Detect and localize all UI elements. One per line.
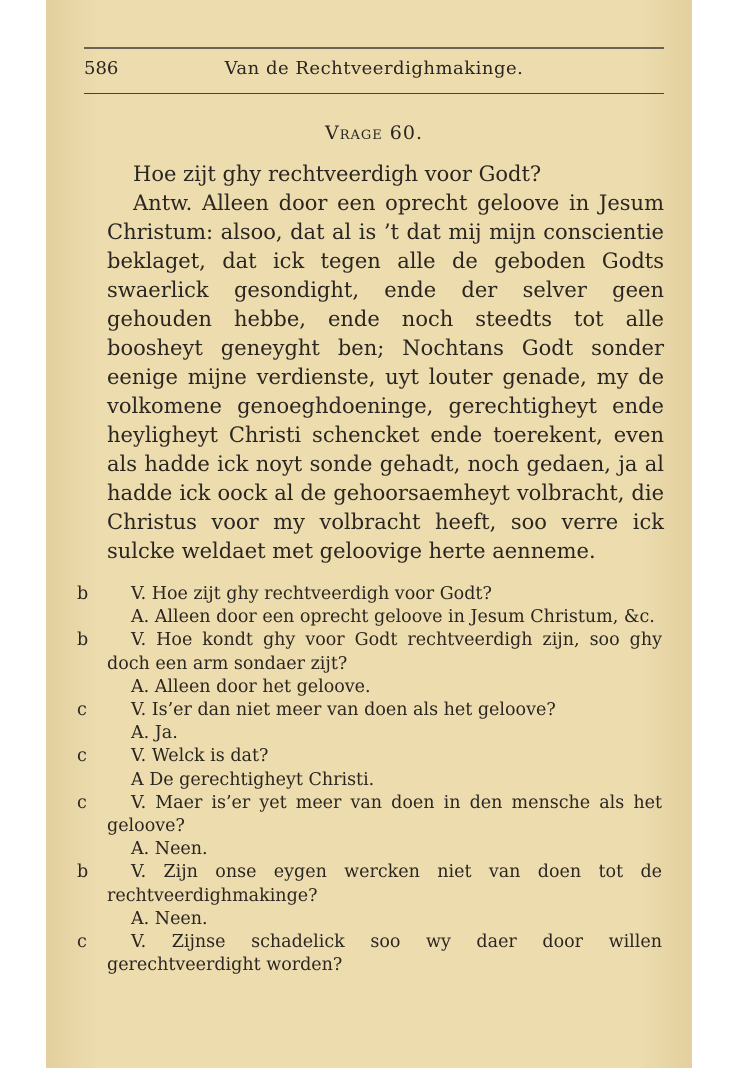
top-rule: [84, 47, 664, 49]
catechism-question: [77, 861, 662, 907]
catechism-answer: A De gerechtigheyt Christi.: [131, 769, 375, 790]
catechism-answer: A. Neen.: [131, 839, 208, 860]
question-heading: [84, 122, 664, 144]
heading-initial: V: [324, 122, 340, 144]
catechism-answer: A. Ja.: [131, 723, 178, 744]
margin-marker: c: [77, 700, 87, 721]
catechism-answer: A. Neen.: [131, 908, 208, 929]
catechism-answer: A. Alleen door het geloove.: [131, 676, 371, 697]
margin-marker: b: [77, 630, 89, 651]
catechism-answer: A. Alleen door een oprecht geloove in Jesum Christum, &c.: [131, 607, 655, 628]
question-text: V. Hoe kondt ghy voor Godt rechtveerdigh zijn, soo ghy doch een arm sondaer zijt?: [107, 630, 662, 674]
question-text: V. Zijn onse eygen wercken niet van doen tot de rechtveerdighmakinge?: [107, 862, 662, 906]
catechism-question: [77, 629, 662, 675]
question-text: V. Hoe zijt ghy rechtveerdigh voor Godt?: [131, 584, 492, 604]
page-number: 586: [84, 58, 119, 79]
heading-word: rage: [339, 122, 383, 144]
running-title: Van de Rechtveerdighmakinge.: [224, 58, 524, 79]
catechism-question: [77, 583, 662, 606]
main-answer: Antw. Alleen door een oprecht geloove in Jesum Christum: alsoo, dat al is ’t dat mij mijn conscientie beklaget, dat ick tegen alle de geboden Godts swaerlick gesondight, ende der selver geen gehouden hebbe, ende noch steedts tot alle boosheyt geneyght ben; Nochtans Godt sonder eenige mijne verdienste, uyt louter genade, my de volkomene genoeghdoeninge, gerechtigheyt ende heyligheyt Christi schencket ende toerekent, even als hadde ick noyt sonde gehadt, noch gedaen, ja al hadde ick oock al de gehoorsaemheyt volbracht, die Christus voor my volbracht heeft, soo verre ick sulcke weldaet met geloovige herte aenneme.: [107, 191, 664, 563]
margin-marker: c: [77, 932, 87, 953]
catechism-question: [77, 931, 662, 977]
catechism-question: [77, 699, 662, 722]
header-rule: [84, 93, 664, 94]
question-text: V. Is’er dan niet meer van doen als het geloove?: [131, 700, 556, 721]
catechism-question: [77, 792, 662, 838]
margin-marker: c: [77, 792, 87, 813]
margin-marker: b: [77, 584, 89, 604]
margin-marker: c: [77, 746, 87, 767]
question-text: V. Zijnse schadelick soo wy daer door willen gerechtveerdight worden?: [107, 932, 662, 976]
main-question: Hoe zijt ghy rechtveerdigh voor Godt?: [133, 162, 542, 186]
catechism-list: [77, 583, 662, 977]
margin-marker: b: [77, 862, 89, 883]
question-text: V. Maer is’er yet meer van doen in den mensche als het geloove?: [107, 792, 662, 837]
catechism-question: [77, 745, 662, 768]
question-text: V. Welck is dat?: [131, 746, 269, 767]
main-text: [107, 160, 664, 566]
heading-number: 60.: [382, 122, 424, 144]
